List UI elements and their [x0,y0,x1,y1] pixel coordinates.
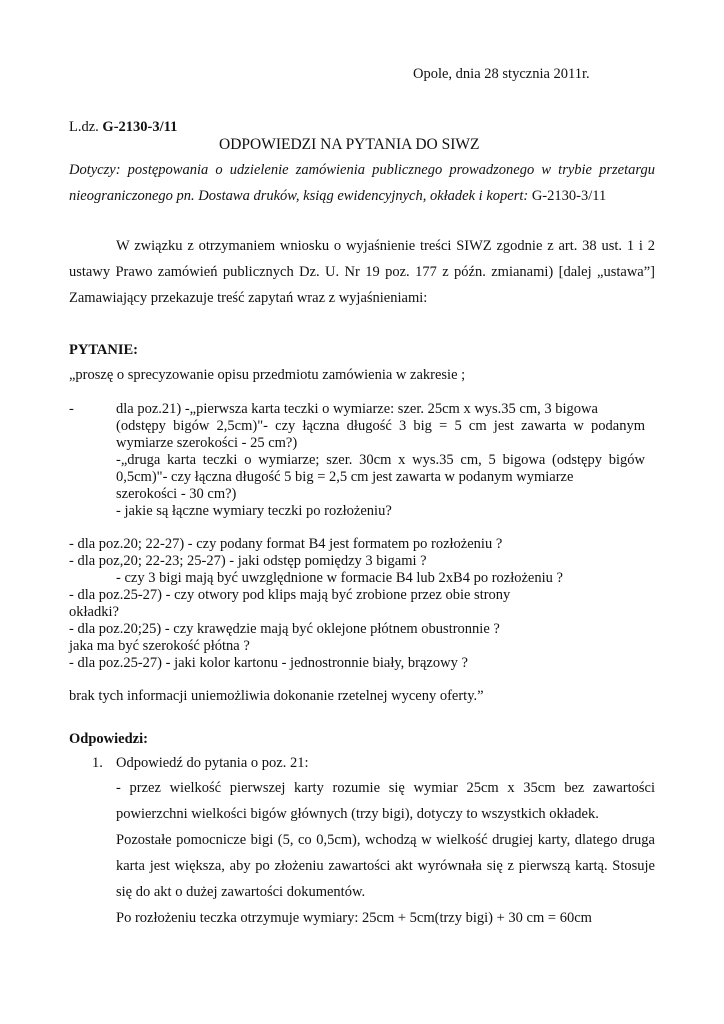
question-intro: „proszę o sprecyzowanie opisu przedmiotu zamówienia w zakresie ; [69,367,466,383]
question-line-1: - dla poz.20; 22-27) - czy podany format B4 jest formatem po rozłożeniu ? [69,536,503,552]
document-title: ODPOWIEDZI NA PYTANIA DO SIWZ [219,136,480,153]
answer-line-6: Po rozłożeniu teczka otrzymuje wymiary: 25cm + 5cm(trzy bigi) + 30 cm = 60cm [116,910,592,926]
poz21-line-6: szerokości - 30 cm?) [116,486,237,502]
question-closing: brak tych informacji uniemożliwia dokonanie rzetelnej wyceny oferty.” [69,688,484,704]
answer-number: 1. [92,755,103,771]
subject-line-1: Dotyczy: postępowania o udzielenie zamówienia publicznego prowadzonego w trybie przetargu [69,162,655,178]
subject-italic: nieograniczonego pn. Dostawa druków, ksiąg ewidencyjnych, okładek i kopert: [69,188,529,204]
reference-value: G-2130-3/11 [102,119,178,135]
question-line-4: - dla poz.25-27) - czy otwory pod klips mają być zrobione przez obie strony [69,587,511,603]
question-heading: PYTANIE: [69,342,139,358]
answer-line-4: karta jest większa, aby po złożeniu zawartości akt wyrównała się z pierwszą kartą. Stosuje [116,858,655,874]
subject-line-2 [69,188,606,205]
answer-line-5: się do akt o dużej zawartości dokumentów. [116,884,366,900]
intro-line-2: ustawy Prawo zamówień publicznych Dz. U. Nr 19 poz. 177 z późn. zmianami) [dalej „ustawa”] [69,264,655,280]
question-line-3: - czy 3 bigi mają być uwzględnione w formacie B4 lub 2xB4 po rozłożeniu ? [116,570,563,586]
answer-line-2: powierzchni wielkości bigów głównych (trzy bigi), dotyczy to wszystkich okładek. [116,806,599,822]
list-dash: - [69,401,74,417]
answer-line-1: - przez wielkość pierwszej karty rozumie się wymiar 25cm x 35cm bez zawartości [116,780,655,796]
question-line-8: - dla poz.25-27) - jaki kolor kartonu - jednostronnie biały, brązowy ? [69,655,468,671]
reference-number [69,119,177,136]
question-line-6: - dla poz.20;25) - czy krawędzie mają być oklejone płótnem obustronnie ? [69,621,500,637]
question-line-7: jaka ma być szerokość płótna ? [69,638,250,654]
reference-label: L.dz. [69,119,99,135]
intro-line-3: Zamawiający przekazuje treść zapytań wraz z wyjaśnieniami: [69,290,428,306]
poz21-line-2: (odstępy bigów 2,5cm)"- czy łączna długość 3 big = 5 cm jest zawarta w podanym [116,418,645,434]
answers-heading: Odpowiedzi: [69,731,148,747]
answer-title: Odpowiedź do pytania o poz. 21: [116,755,309,771]
intro-line-1: W związku z otrzymaniem wniosku o wyjaśnienie treści SIWZ zgodnie z art. 38 ust. 1 i 2 [116,238,655,254]
question-line-2: - dla poz,20; 22-23; 25-27) - jaki odstęp pomiędzy 3 bigami ? [69,553,427,569]
poz21-line-7: - jakie są łączne wymiary teczki po rozłożeniu? [116,503,392,519]
document-date: Opole, dnia 28 stycznia 2011r. [413,66,590,82]
poz21-line-1: dla poz.21) -„pierwsza karta teczki o wymiarze: szer. 25cm x wys.35 cm, 3 bigowa [116,401,598,417]
poz21-line-3: wymiarze szerokości - 25 cm?) [116,435,298,451]
question-line-5: okładki? [69,604,119,620]
answer-line-3: Pozostałe pomocnicze bigi (5, co 0,5cm), wchodzą w wielkość drugiej karty, dlatego druga [116,832,655,848]
poz21-line-4: -„druga karta teczki o wymiarze; szer. 30cm x wys.35 cm, 5 bigowa (odstępy bigów [116,452,645,468]
subject-reference: G-2130-3/11 [531,188,607,204]
poz21-line-5: 0,5cm)"- czy łączna długość 5 big = 2,5 cm jest zawarta w podanym wymiarze [116,469,574,485]
